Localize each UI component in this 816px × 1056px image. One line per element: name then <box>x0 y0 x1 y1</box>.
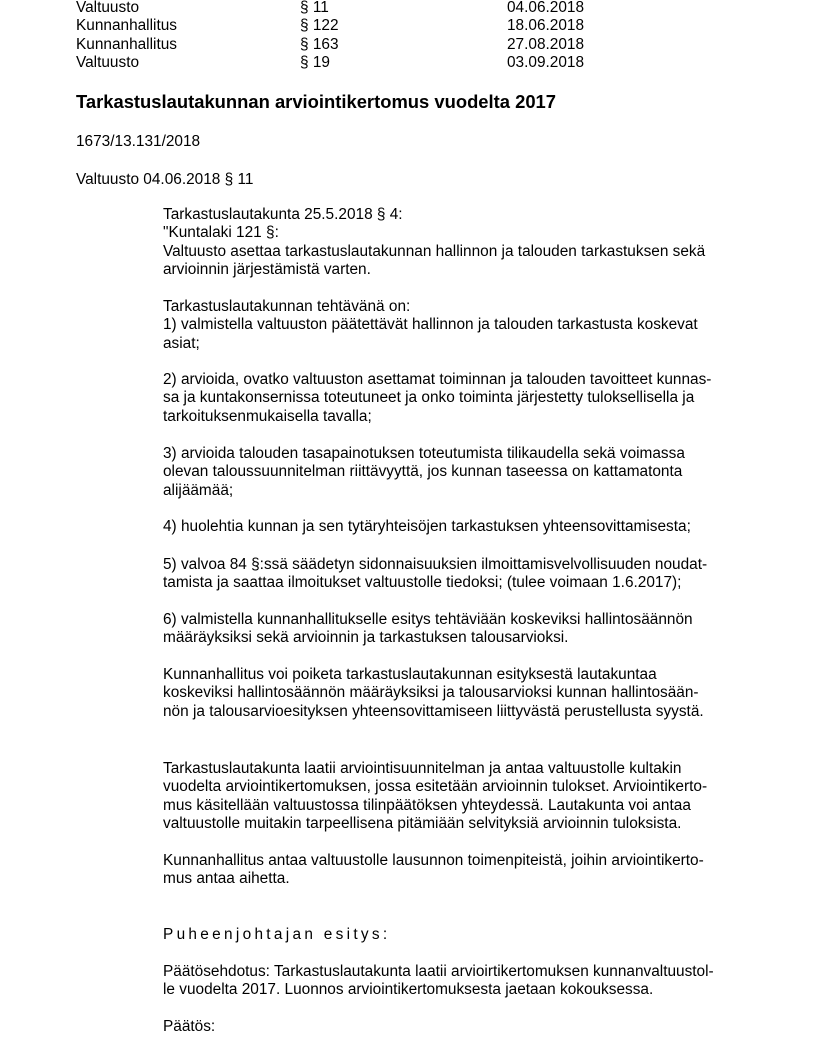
body: Kunnanhallitus <box>76 36 177 53</box>
line: Valtuusto asettaa tarkastuslautakunnan hallinnon ja talouden tarkastuksen sekä <box>163 242 706 260</box>
date: 18.06.2018 <box>507 17 585 34</box>
paragraph <box>163 760 707 834</box>
history-row <box>76 17 616 35</box>
date: 27.08.2018 <box>507 36 585 53</box>
body: Valtuusto <box>76 54 140 71</box>
line: 1) valmistella valtuuston päätettävät hallinnon ja talouden tarkastusta koskevat <box>163 316 698 334</box>
line: 6) valmistella kunnanhallitukselle esitys tehtäviään koskeviksi hallintosäännön <box>163 611 693 628</box>
document-title: Tarkastuslautakunnan arviointikertomus vuodelta 2017 <box>76 91 557 112</box>
body: Valtuusto <box>76 0 140 16</box>
line: 5) valvoa 84 §:ssä säädetyn sidonnaisuuksien ilmoittamisvelvollisuuden noudat- <box>163 556 708 573</box>
line: arvioinnin järjestämistä varten. <box>163 261 371 279</box>
paragraph <box>163 371 711 426</box>
paragraph <box>163 556 707 593</box>
line: asiat; <box>163 334 200 352</box>
line: tamista ja saattaa ilmoitukset valtuustolle tiedoksi; (tulee voimaan 1.6.2017); <box>163 574 682 592</box>
paragraph <box>163 852 704 889</box>
line: Päätösehdotus: Tarkastuslautakunta laatii arvioirtikertomuksen kunnanvaltuustol- <box>163 963 714 980</box>
line: koskeviksi hallintosäännön määräyksiksi ja talousarvioksi kunnan hallintosään- <box>163 684 699 702</box>
history-row <box>76 36 616 54</box>
date: 03.09.2018 <box>507 54 585 71</box>
meeting-reference: Valtuusto 04.06.2018 § 11 <box>76 171 254 188</box>
section: § 122 <box>300 17 339 34</box>
paragraph <box>163 666 704 721</box>
paragraph <box>163 206 705 280</box>
date: 04.06.2018 <box>507 0 585 16</box>
line: Tarkastuslautakunta laatii arviointisuunnitelman ja antaa valtuustolle kultakin <box>163 760 682 777</box>
line: 3) arvioida talouden tasapainotuksen toteutumista tilikaudella sekä voimassa <box>163 445 685 462</box>
line: "Kuntalaki 121 §: <box>163 224 279 242</box>
section: § 19 <box>300 54 330 71</box>
body: Kunnanhallitus <box>76 17 177 34</box>
line: Tarkastuslautakunnan tehtävänä on: <box>163 298 411 315</box>
section: § 11 <box>300 0 329 16</box>
line: vuodelta arviointikertomuksen, jossa esitetään arvioinnin tulokset. Arviointikerto- <box>163 778 708 796</box>
line: 2) arvioida, ovatko valtuuston asettamat toiminnan ja talouden tavoitteet kunnas- <box>163 371 712 388</box>
paragraph <box>163 518 691 536</box>
line: le vuodelta 2017. Luonnos arviointikertomuksesta jaetaan kokouksessa. <box>163 981 654 999</box>
proposal-heading: Puheenjohtajan esitys: <box>163 926 391 943</box>
line: tarkoituksenmukaisella tavalla; <box>163 407 372 425</box>
line: määräyksiksi sekä arvioinnin ja tarkastuksen talousarvioksi. <box>163 629 569 647</box>
line: Kunnanhallitus voi poiketa tarkastuslautakunnan esityksestä lautakuntaa <box>163 666 657 683</box>
paragraph <box>163 445 685 500</box>
line: Kunnanhallitus antaa valtuustolle lausunnon toimenpiteistä, joihin arviointikerto- <box>163 852 704 869</box>
line: valtuustolle muitakin tarpeellisena pitämiään selvityksiä arvioinnin tuloksista. <box>163 815 682 833</box>
line: nön ja talousarvioesityksen yhteensovittamiseen liittyvästä perustellusta syystä. <box>163 702 704 720</box>
line: sa ja kuntakonsernissa toteutuneet ja onko toiminta järjestetty tuloksellisella ja <box>163 389 695 407</box>
paragraph <box>163 611 693 648</box>
decision-label: Päätös: <box>163 1018 216 1035</box>
line: 4) huolehtia kunnan ja sen tytäryhteisöjen tarkastuksen yhteensovittamisesta; <box>163 518 691 535</box>
history-row <box>76 54 616 72</box>
section: § 163 <box>300 36 339 53</box>
record-number: 1673/13.131/2018 <box>76 133 201 150</box>
paragraph <box>163 298 698 353</box>
line: olevan taloussuunnitelman riittävyyttä, jos kunnan taseessa on kattamatonta <box>163 463 683 481</box>
line: mus antaa aihetta. <box>163 870 290 888</box>
line: Tarkastuslautakunta 25.5.2018 § 4: <box>163 206 403 223</box>
line: alijäämää; <box>163 481 234 499</box>
proposal-paragraph <box>163 963 714 1000</box>
history-row <box>76 0 616 17</box>
line: mus käsitellään valtuustossa tilinpäätöksen yhteydessä. Lautakunta voi antaa <box>163 796 691 814</box>
